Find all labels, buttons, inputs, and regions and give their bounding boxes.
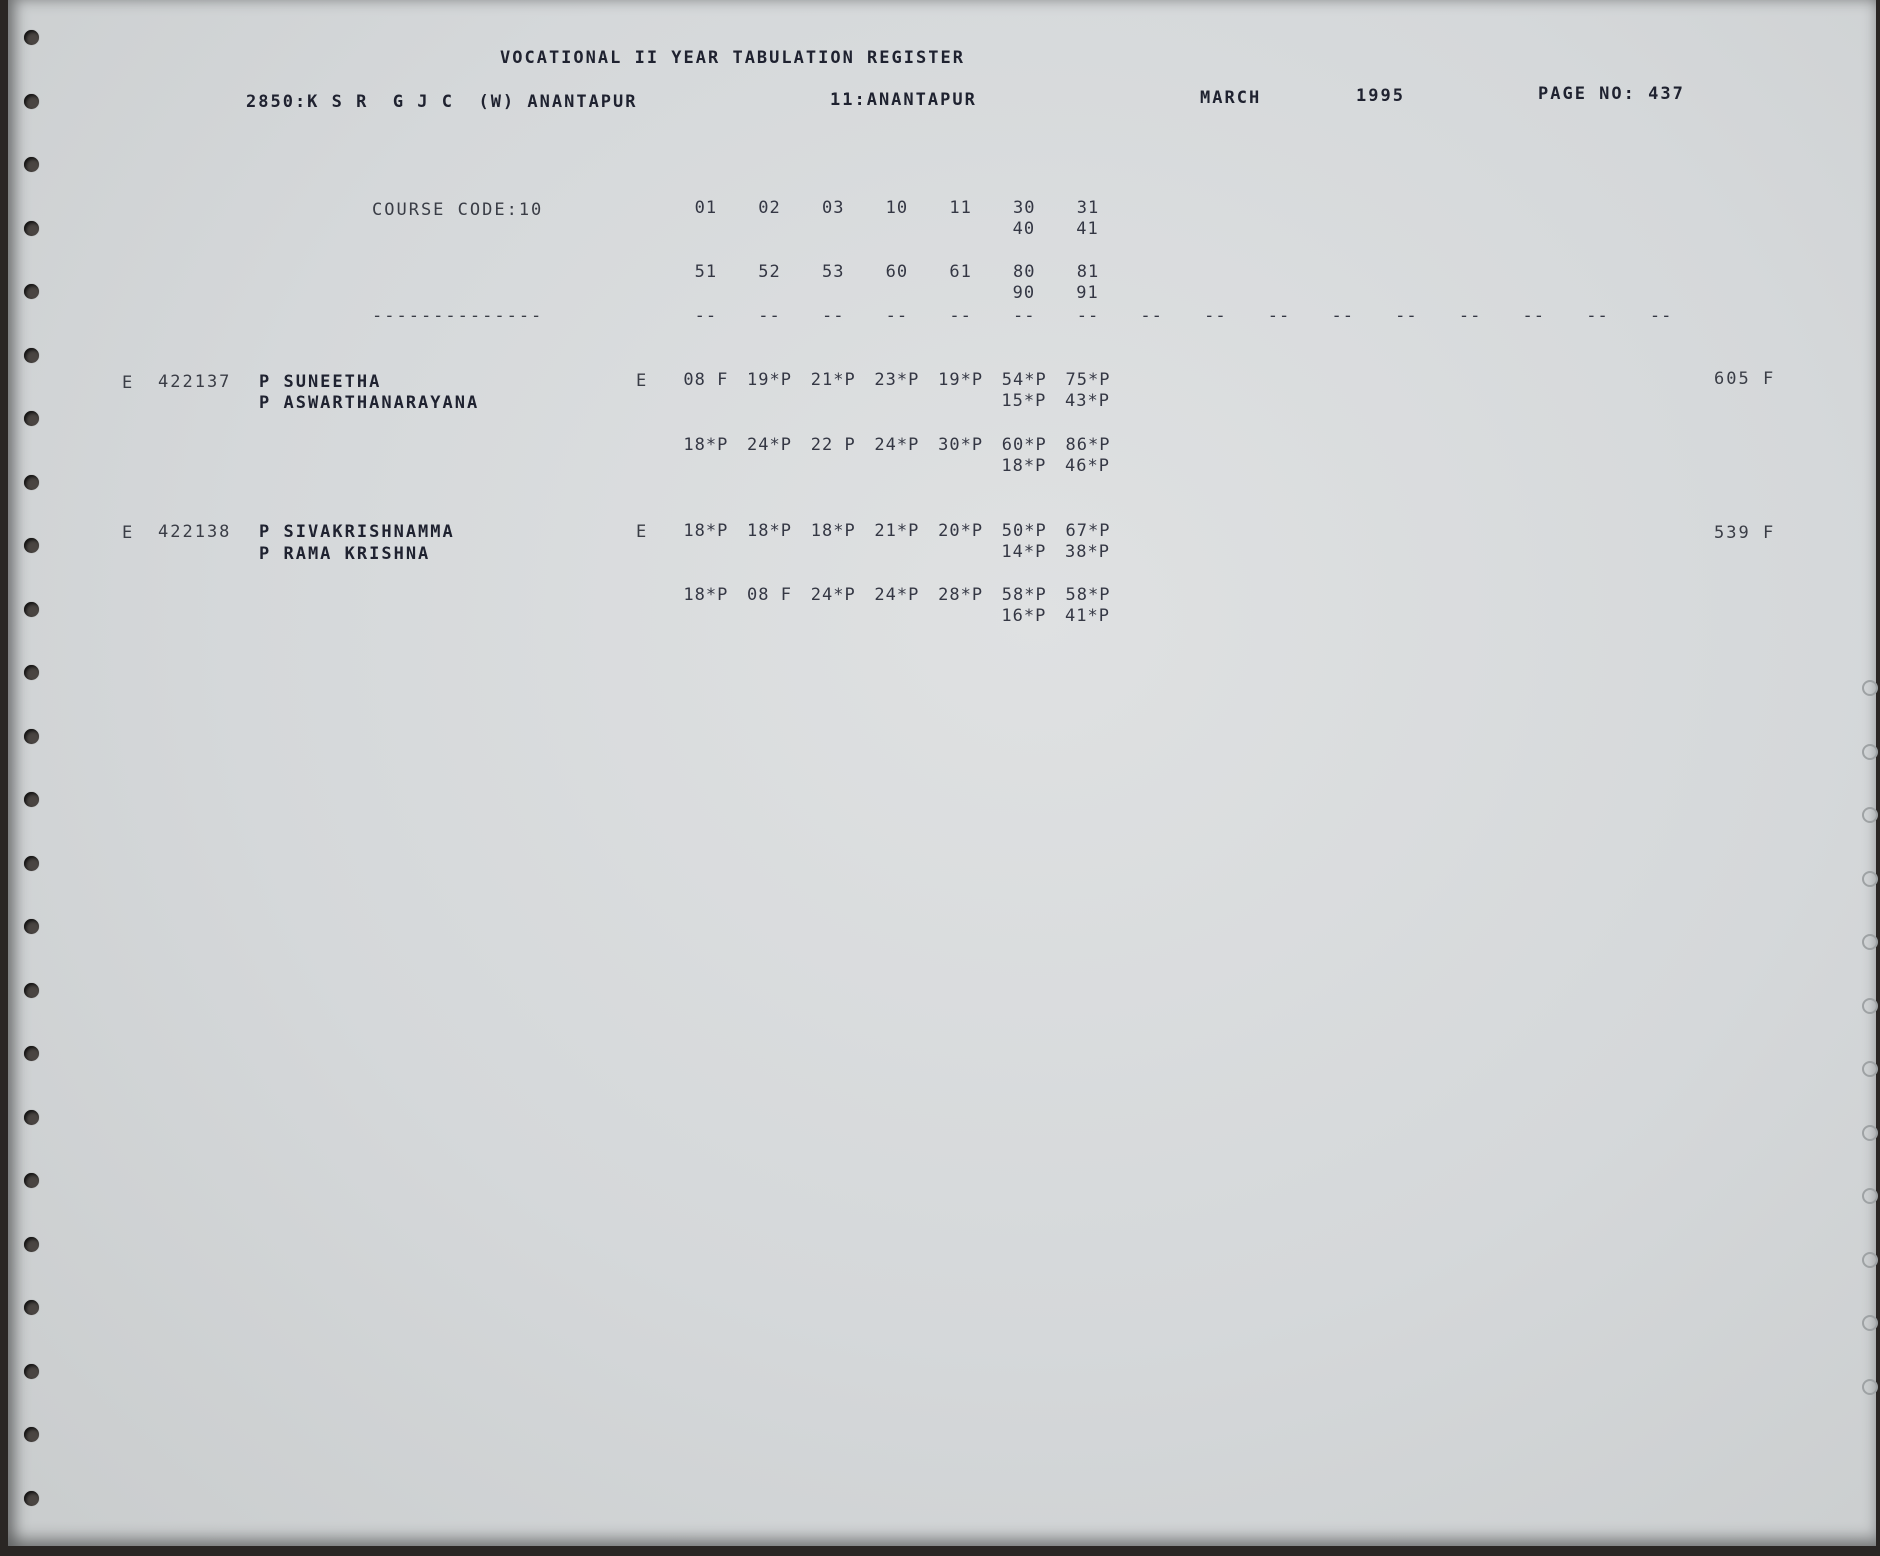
mark-cell: 38*P [1065, 542, 1110, 562]
mark-cell: 54*P [1001, 370, 1047, 390]
course-code: 02 [758, 198, 781, 218]
feed-hole [24, 411, 39, 426]
mark-cell: 60*P [1001, 435, 1047, 455]
course-codes-row1 [674, 198, 1120, 218]
feed-hole [1862, 998, 1878, 1014]
marks-row [674, 521, 1120, 541]
mark-cell: 28*P [938, 585, 984, 605]
feed-hole [24, 538, 39, 553]
hall-ticket-number: 422138 [158, 522, 232, 542]
feed-hole [24, 94, 39, 109]
course-code: 11 [949, 198, 972, 218]
course-code: 30 [1013, 198, 1036, 218]
mark-cell: 67*P [1065, 521, 1111, 541]
exam-month: MARCH [1200, 88, 1262, 108]
course-code: 80 [1013, 262, 1036, 282]
feed-hole [24, 221, 39, 236]
course-code: 90 [1012, 283, 1036, 303]
feed-hole [24, 665, 39, 680]
feed-hole [1862, 807, 1878, 823]
mark-cell: 24*P [874, 435, 920, 455]
mark-cell: 75*P [1065, 370, 1111, 390]
feed-hole [24, 1237, 39, 1252]
mark-cell: 08 F [683, 370, 729, 390]
mark-cell: 58*P [1065, 585, 1111, 605]
feed-hole [24, 919, 39, 934]
column-dash: -- [1586, 306, 1609, 326]
feed-hole [24, 157, 39, 172]
exam-year: 1995 [1356, 86, 1405, 106]
mark-cell: 58*P [1001, 585, 1047, 605]
mark-cell: 23*P [874, 370, 920, 390]
course-code: 40 [1012, 219, 1036, 239]
language-flag: E [636, 371, 649, 391]
total-result: 605 F [1714, 369, 1776, 389]
mark-cell: 19*P [747, 370, 792, 390]
mark-cell: 22 P [810, 435, 856, 455]
feed-hole [24, 1364, 39, 1379]
medium-flag: E [122, 523, 135, 543]
feed-hole [24, 1046, 39, 1061]
mark-cell: 43*P [1065, 391, 1110, 411]
feed-hole [1862, 934, 1878, 950]
course-code: 10 [885, 198, 909, 218]
course-code-label: COURSE CODE:10 [372, 200, 544, 220]
mark-cell: 18*P [1001, 456, 1047, 476]
feed-hole [1862, 1379, 1878, 1395]
column-dashes [674, 306, 1693, 326]
column-dash: -- [1649, 306, 1673, 326]
feed-hole [1862, 1315, 1878, 1331]
column-dash: -- [1522, 306, 1546, 326]
student-name: P SIVAKRISHNAMMA [259, 522, 455, 542]
course-codes-row1b [992, 219, 1119, 239]
register-sheet [8, 0, 1876, 1546]
course-codes-row2b [992, 283, 1119, 303]
mark-cell: 18*P [683, 435, 729, 455]
page-number: PAGE NO: 437 [1538, 84, 1685, 104]
marks-row [674, 585, 1120, 605]
college-code: 2850:K S R G J C (W) ANANTAPUR [246, 92, 638, 112]
mark-cell: 16*P [1001, 606, 1047, 626]
marks-row [992, 606, 1119, 626]
course-code: 01 [694, 198, 718, 218]
marks-row [992, 542, 1119, 562]
feed-hole [1862, 871, 1878, 887]
course-code: 91 [1076, 283, 1099, 303]
feed-hole [24, 983, 39, 998]
course-code: 60 [885, 262, 909, 282]
mark-cell: 24*P [810, 585, 856, 605]
feed-hole [24, 1427, 39, 1442]
feed-hole [24, 1491, 39, 1506]
parent-name: P ASWARTHANARAYANA [259, 393, 480, 413]
feed-hole [24, 1300, 39, 1315]
marks-row [674, 435, 1120, 455]
feed-hole [24, 856, 39, 871]
mark-cell: 86*P [1065, 435, 1111, 455]
column-dash: -- [949, 306, 972, 326]
district-code: 11:ANANTAPUR [830, 90, 977, 110]
column-dash: -- [1395, 306, 1418, 326]
mark-cell: 18*P [810, 521, 856, 541]
column-dash: -- [1076, 306, 1100, 326]
course-code: 51 [694, 262, 718, 282]
mark-cell: 24*P [747, 435, 792, 455]
mark-cell: 46*P [1065, 456, 1110, 476]
marks-row [992, 391, 1119, 411]
mark-cell: 21*P [874, 521, 920, 541]
course-code: 41 [1076, 219, 1099, 239]
hall-ticket-number: 422137 [158, 372, 232, 392]
feed-hole [24, 284, 39, 299]
feed-hole [1862, 1125, 1878, 1141]
column-dash: -- [694, 306, 718, 326]
course-code: 52 [758, 262, 781, 282]
mark-cell: 14*P [1001, 542, 1047, 562]
feed-hole [24, 1173, 39, 1188]
total-result: 539 F [1714, 523, 1776, 543]
medium-flag: E [122, 373, 135, 393]
feed-hole [1862, 1252, 1878, 1268]
course-code: 31 [1076, 198, 1100, 218]
mark-cell: 30*P [938, 435, 984, 455]
mark-cell: 24*P [874, 585, 920, 605]
column-dash: -- [821, 306, 845, 326]
language-flag: E [636, 522, 649, 542]
feed-hole [1862, 1061, 1878, 1077]
mark-cell: 21*P [810, 370, 856, 390]
column-dash: -- [758, 306, 781, 326]
course-codes-row2 [674, 262, 1120, 282]
mark-cell: 20*P [938, 521, 984, 541]
column-dash: -- [1267, 306, 1291, 326]
feed-hole [1862, 744, 1878, 760]
column-dash: -- [1204, 306, 1227, 326]
feed-hole [24, 602, 39, 617]
feed-hole [24, 348, 39, 363]
mark-cell: 18*P [683, 585, 729, 605]
feed-hole [1862, 1188, 1878, 1204]
feed-hole [24, 729, 39, 744]
course-code: 53 [821, 262, 845, 282]
column-dash: -- [1331, 306, 1354, 326]
marks-row [992, 456, 1119, 476]
mark-cell: 08 F [747, 585, 792, 605]
mark-cell: 18*P [683, 521, 729, 541]
feed-hole [24, 1110, 39, 1125]
student-name: P SUNEETHA [259, 372, 382, 392]
column-dash: -- [1458, 306, 1482, 326]
feed-hole [1862, 680, 1878, 696]
marks-row [674, 370, 1120, 390]
parent-name: P RAMA KRISHNA [259, 544, 431, 564]
course-code: 61 [949, 262, 972, 282]
column-dash: -- [1013, 306, 1036, 326]
mark-cell: 19*P [938, 370, 984, 390]
course-underline: -------------- [372, 306, 544, 326]
register-title: VOCATIONAL II YEAR TABULATION REGISTER [500, 48, 965, 68]
mark-cell: 50*P [1001, 521, 1047, 541]
feed-hole [24, 792, 39, 807]
mark-cell: 15*P [1001, 391, 1047, 411]
course-code: 03 [821, 198, 845, 218]
column-dash: -- [1140, 306, 1163, 326]
column-dash: -- [885, 306, 909, 326]
mark-cell: 18*P [747, 521, 792, 541]
feed-hole [24, 30, 39, 45]
feed-hole [24, 475, 39, 490]
mark-cell: 41*P [1065, 606, 1110, 626]
course-code: 81 [1076, 262, 1100, 282]
